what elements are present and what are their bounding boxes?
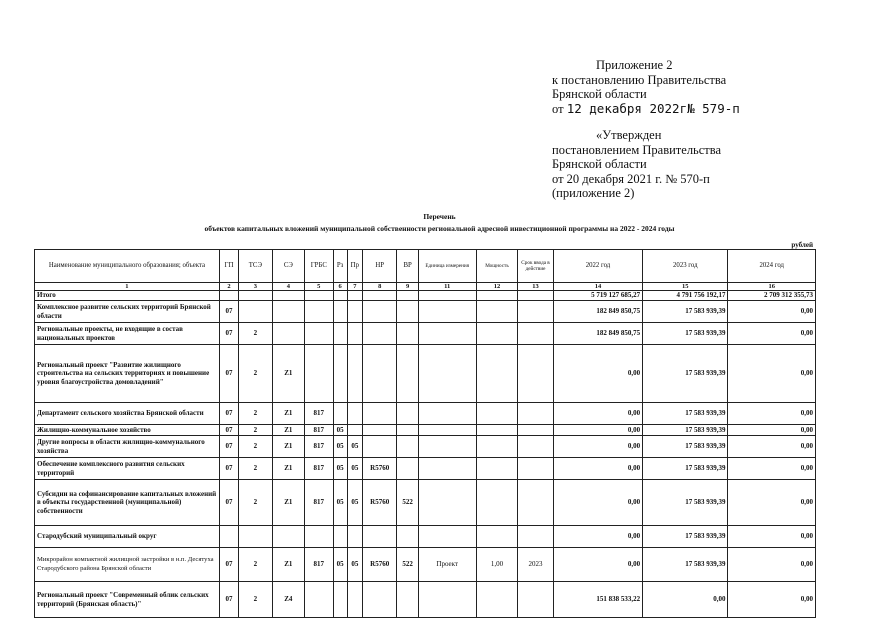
cell-capacity [476,582,518,618]
cell-rz: 05 [333,436,347,458]
cell-2023: 17 583 939,39 [643,436,728,458]
column-number: 14 [553,283,642,291]
cell-2024: 0,00 [728,480,816,526]
cell-se: Z1 [272,403,304,425]
cell-term [518,480,554,526]
cell-2022: 0,00 [553,345,642,403]
cell-nr [362,436,397,458]
cell-grbs: 817 [305,436,333,458]
cell-unit-measure [418,301,476,323]
cell-2022: 0,00 [553,458,642,480]
col-name: Наименование муниципального образования; объекта [35,250,220,283]
column-number: 1 [35,283,220,291]
cell-nr [362,425,397,436]
cell-2023: 17 583 939,39 [643,458,728,480]
appendix-line2: к постановлению Правительства [552,72,727,87]
cell-pr: 05 [347,436,362,458]
cell-name: Стародубский муниципальный округ [35,526,220,548]
cell-2024: 0,00 [728,403,816,425]
cell-tse: 2 [239,458,273,480]
table-row [35,458,816,480]
cell-2022: 0,00 [553,425,642,436]
cell-pr [347,526,362,548]
cell-2024: 0,00 [728,425,816,436]
appendix-date-prefix: от [552,101,564,116]
column-number: 6 [333,283,347,291]
cell-pr: 05 [347,548,362,582]
cell-capacity [476,403,518,425]
cell-grbs: 817 [305,403,333,425]
cell-vr [397,458,418,480]
cell-capacity: 1,00 [476,548,518,582]
cell-2024: 0,00 [728,548,816,582]
cell-2022: 0,00 [553,480,642,526]
col-vr: ВР [397,250,418,283]
cell-rz [333,323,347,345]
cell-gp: 07 [219,458,238,480]
cell-2022: 0,00 [553,548,642,582]
cell-vr [397,425,418,436]
cell-2023: 17 583 939,39 [643,425,728,436]
cell-grbs [305,301,333,323]
cell-grbs [305,582,333,618]
cell-name: Микрорайон компактной жилищной застройки в н.п. Десятуха Стародубского района Брянской области [35,548,220,582]
cell-vr [397,403,418,425]
column-number: 9 [397,283,418,291]
cell-vr [397,323,418,345]
col-gp: ГП [219,250,238,283]
cell-tse: 2 [239,548,273,582]
table-row [35,480,816,526]
table-row [35,403,816,425]
cell-tse [239,291,273,301]
approved-line3: Брянской области [552,157,647,171]
column-number: 7 [347,283,362,291]
cell-rz: 05 [333,548,347,582]
cell-nr [362,323,397,345]
cell-name: Региональный проект "Современный облик сельских территорий (Брянская область)" [35,582,220,618]
column-number-row [35,283,816,291]
cell-2024: 2 709 312 355,73 [728,291,816,301]
cell-capacity [476,301,518,323]
cell-vr [397,291,418,301]
currency-unit: рублей [791,241,813,249]
column-number: 15 [643,283,728,291]
column-number: 3 [239,283,273,291]
cell-capacity [476,480,518,526]
appendix-line3: Брянской области [552,87,647,101]
cell-2023: 17 583 939,39 [643,345,728,403]
col-term: Срок ввода в действие [518,250,554,283]
table-row [35,425,816,436]
cell-term [518,526,554,548]
cell-grbs [305,291,333,301]
col-2024: 2024 год [728,250,816,283]
cell-2023: 17 583 939,39 [643,301,728,323]
col-unit-measure: Единица измерения [418,250,476,283]
cell-2024: 0,00 [728,323,816,345]
cell-term [518,323,554,345]
approved-header [552,128,721,201]
column-number: 8 [362,283,397,291]
appendix-date-handwritten: 12 декабря 2022г№ 579-п [566,100,740,116]
cell-unit-measure [418,403,476,425]
cell-2022: 0,00 [553,526,642,548]
cell-gp: 07 [219,548,238,582]
table-row [35,301,816,323]
cell-2024: 0,00 [728,301,816,323]
cell-grbs [305,526,333,548]
cell-se: Z1 [272,425,304,436]
cell-rz: 05 [333,480,347,526]
cell-vr [397,582,418,618]
cell-capacity [476,345,518,403]
table-row [35,436,816,458]
cell-pr [347,425,362,436]
cell-gp: 07 [219,323,238,345]
cell-2023: 17 583 939,39 [643,548,728,582]
cell-rz [333,526,347,548]
cell-unit-measure [418,436,476,458]
cell-gp: 07 [219,582,238,618]
col-tse: ТСЭ [239,250,273,283]
col-nr: НР [362,250,397,283]
col-pr: Пр [347,250,362,283]
cell-tse: 2 [239,425,273,436]
cell-2022: 151 838 533,22 [553,582,642,618]
cell-vr: 522 [397,548,418,582]
cell-term [518,291,554,301]
cell-se: Z1 [272,345,304,403]
cell-unit-measure [418,425,476,436]
cell-term [518,345,554,403]
cell-se [272,323,304,345]
table-row [35,582,816,618]
column-number: 5 [305,283,333,291]
cell-name: Субсидии на софинансирование капитальных вложений в объекты государственной (муниципальной) собственности [35,480,220,526]
col-grbs: ГРБС [305,250,333,283]
cell-se [272,291,304,301]
cell-grbs: 817 [305,425,333,436]
cell-pr [347,403,362,425]
cell-2023: 17 583 939,39 [643,526,728,548]
cell-se: Z1 [272,548,304,582]
cell-term [518,301,554,323]
cell-nr [362,526,397,548]
cell-name: Жилищно-коммунальное хозяйство [35,425,220,436]
approved-line5: (приложение 2) [552,186,635,200]
cell-nr: R5760 [362,548,397,582]
investment-table [34,249,816,618]
cell-vr [397,436,418,458]
col-rz: Рз [333,250,347,283]
cell-term [518,403,554,425]
cell-grbs: 817 [305,548,333,582]
cell-grbs [305,345,333,403]
cell-unit-measure [418,480,476,526]
cell-rz [333,582,347,618]
cell-2022: 0,00 [553,403,642,425]
cell-nr: R5760 [362,480,397,526]
approved-line1: «Утвержден [596,128,662,142]
cell-name: Обеспечение комплексного развития сельских территорий [35,458,220,480]
table-row [35,526,816,548]
cell-2024: 0,00 [728,458,816,480]
cell-nr: R5760 [362,458,397,480]
cell-vr: 522 [397,480,418,526]
cell-tse [239,301,273,323]
cell-grbs: 817 [305,458,333,480]
cell-term [518,436,554,458]
document-title: Перечень [423,212,456,221]
cell-nr [362,403,397,425]
cell-unit-measure [418,323,476,345]
cell-tse: 2 [239,480,273,526]
column-number: 11 [418,283,476,291]
cell-gp [219,526,238,548]
document-subtitle: объектов капитальных вложений муниципальной собственности региональной адресной инвестиционной программы на 2022 - 2024 годы [204,224,675,233]
cell-vr [397,345,418,403]
approved-line2: постановлением Правительства [552,142,722,157]
cell-pr [347,301,362,323]
table-row [35,548,816,582]
cell-tse [239,526,273,548]
cell-pr [347,582,362,618]
cell-tse: 2 [239,345,273,403]
column-number: 13 [518,283,554,291]
cell-tse: 2 [239,436,273,458]
cell-tse: 2 [239,323,273,345]
table-row [35,291,816,301]
cell-rz [333,403,347,425]
cell-se: Z1 [272,458,304,480]
cell-2022: 182 849 850,75 [553,323,642,345]
cell-2022: 0,00 [553,436,642,458]
cell-unit-measure [418,345,476,403]
cell-2023: 17 583 939,39 [643,323,728,345]
cell-nr [362,582,397,618]
cell-rz [333,291,347,301]
cell-capacity [476,291,518,301]
cell-se [272,526,304,548]
cell-grbs: 817 [305,480,333,526]
cell-gp: 07 [219,403,238,425]
cell-gp [219,291,238,301]
cell-grbs [305,323,333,345]
cell-se: Z1 [272,480,304,526]
cell-pr [347,345,362,403]
cell-term [518,425,554,436]
table-row [35,345,816,403]
cell-gp: 07 [219,425,238,436]
cell-unit-measure: Проект [418,548,476,582]
cell-tse: 2 [239,403,273,425]
approved-line4: от 20 декабря 2021 г. № 570-п [552,171,710,186]
cell-se: Z4 [272,582,304,618]
cell-term: 2023 [518,548,554,582]
cell-unit-measure [418,582,476,618]
cell-rz: 05 [333,458,347,480]
cell-2024: 0,00 [728,526,816,548]
cell-capacity [476,425,518,436]
column-number: 4 [272,283,304,291]
cell-2023: 17 583 939,39 [643,403,728,425]
cell-pr [347,323,362,345]
cell-capacity [476,436,518,458]
cell-capacity [476,323,518,345]
cell-se: Z1 [272,436,304,458]
cell-2023: 17 583 939,39 [643,480,728,526]
cell-2022: 182 849 850,75 [553,301,642,323]
cell-name: Региональный проект "Развитие жилищного строительства на сельских территориях и повышение уровня благоустройства домовладений" [35,345,220,403]
cell-pr: 05 [347,458,362,480]
cell-gp: 07 [219,480,238,526]
cell-capacity [476,526,518,548]
cell-term [518,458,554,480]
cell-name: Департамент сельского хозяйства Брянской области [35,403,220,425]
cell-se [272,301,304,323]
cell-unit-measure [418,291,476,301]
cell-name: Итого [35,291,220,301]
cell-2023: 0,00 [643,582,728,618]
cell-vr [397,526,418,548]
cell-unit-measure [418,458,476,480]
cell-gp: 07 [219,301,238,323]
cell-term [518,582,554,618]
col-2022: 2022 год [553,250,642,283]
cell-2024: 0,00 [728,345,816,403]
table-row [35,323,816,345]
cell-name: Комплексное развитие сельских территорий Брянской области [35,301,220,323]
cell-vr [397,301,418,323]
cell-name: Другие вопросы в области жилищно-коммунального хозяйства [35,436,220,458]
cell-unit-measure [418,526,476,548]
cell-nr [362,345,397,403]
column-number: 12 [476,283,518,291]
cell-gp: 07 [219,436,238,458]
appendix-header [552,58,740,116]
cell-pr [347,291,362,301]
cell-gp: 07 [219,345,238,403]
table-header-row [35,250,816,283]
cell-2022: 5 719 127 685,27 [553,291,642,301]
cell-pr: 05 [347,480,362,526]
cell-name: Региональные проекты, не входящие в состав национальных проектов [35,323,220,345]
cell-nr [362,291,397,301]
col-se: СЭ [272,250,304,283]
cell-nr [362,301,397,323]
cell-rz: 05 [333,425,347,436]
column-number: 2 [219,283,238,291]
column-number: 16 [728,283,816,291]
cell-capacity [476,458,518,480]
cell-2024: 0,00 [728,436,816,458]
cell-rz [333,345,347,403]
appendix-line4 [552,102,740,117]
cell-2024: 0,00 [728,582,816,618]
cell-rz [333,301,347,323]
cell-2023: 4 791 756 192,17 [643,291,728,301]
appendix-line1: Приложение 2 [596,58,673,72]
cell-tse: 2 [239,582,273,618]
col-2023: 2023 год [643,250,728,283]
col-capacity: Мощность [476,250,518,283]
